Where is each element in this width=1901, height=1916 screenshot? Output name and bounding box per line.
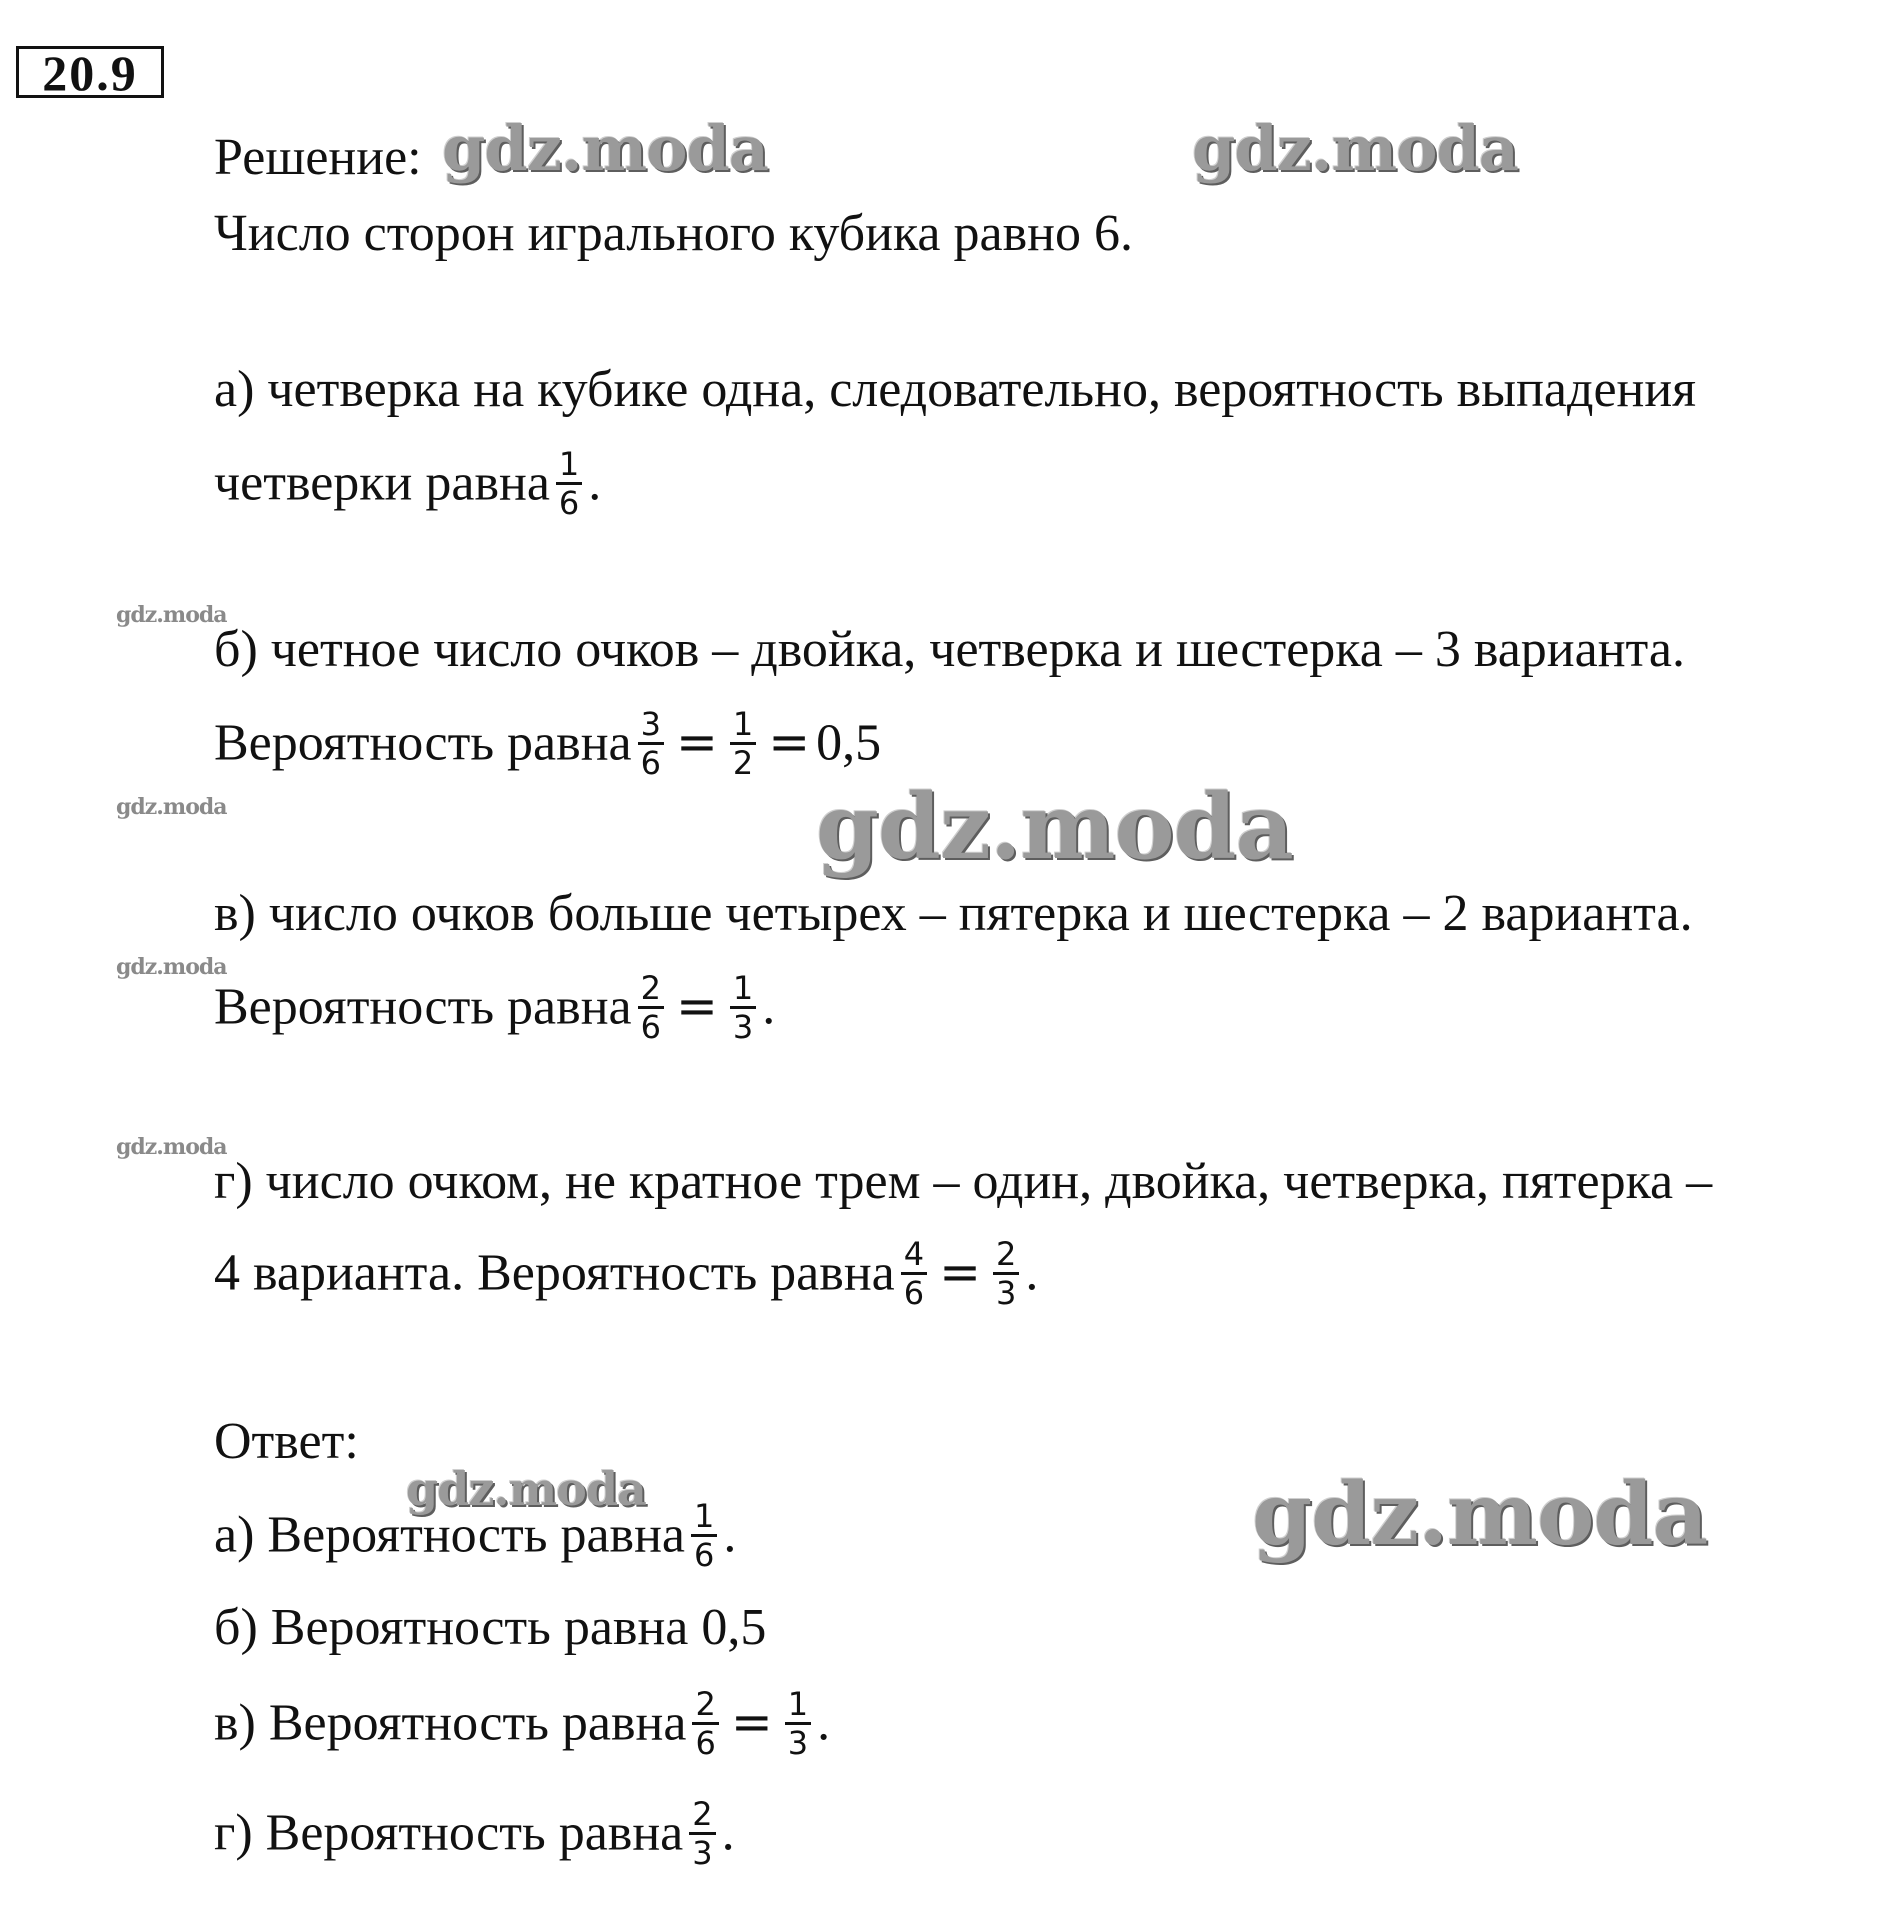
watermark-small: gdz.moda [116, 602, 227, 628]
answer-c-fraction-1 [692, 1686, 718, 1761]
part-d-fraction-2 [993, 1236, 1019, 1311]
answer-a-text: а) Вероятность равна [214, 1506, 685, 1564]
part-b-fraction-2 [730, 706, 756, 781]
equals-sign: = [675, 713, 718, 772]
equals-sign: = [939, 1243, 981, 1302]
part-a-period: . [588, 454, 602, 512]
watermark: gdz.moda [442, 112, 768, 185]
answer-heading: Ответ: [214, 1413, 359, 1470]
part-b-result: 0,5 [816, 714, 882, 772]
fraction-denominator: 3 [732, 1008, 754, 1046]
part-b-line1: б) четное число очков – двойка, четверка и шестерка – 3 варианта. [214, 621, 1685, 678]
answer-d [214, 1795, 735, 1875]
part-c-period: . [762, 978, 776, 1036]
task-number-box: 20.9 [16, 46, 164, 98]
part-d-line2 [214, 1235, 1039, 1315]
fraction-numerator: 1 [730, 706, 756, 745]
solution-intro: Число сторон игрального кубика равно 6. [214, 205, 1133, 262]
fraction-denominator: 2 [732, 744, 754, 782]
part-c-text: Вероятность равна [214, 978, 632, 1036]
answer-a-period: . [723, 1506, 737, 1564]
part-c-fraction-1 [638, 970, 664, 1045]
part-a-line2 [214, 445, 602, 525]
fraction-numerator: 2 [689, 1796, 715, 1835]
answer-b: б) Вероятность равна 0,5 [214, 1599, 767, 1656]
fraction-denominator: 6 [640, 1008, 661, 1046]
fraction-numerator: 1 [556, 446, 582, 485]
solution-heading: Решение: [214, 129, 422, 186]
part-d-fraction-1 [901, 1236, 927, 1311]
fraction-denominator: 6 [903, 1274, 925, 1312]
fraction-numerator: 2 [993, 1236, 1019, 1275]
fraction-numerator: 1 [785, 1686, 811, 1725]
fraction-denominator: 6 [694, 1536, 715, 1574]
watermark: gdz.moda [1252, 1464, 1708, 1565]
watermark: gdz.moda [1192, 112, 1518, 185]
fraction-denominator: 3 [996, 1274, 1017, 1312]
answer-d-text: г) Вероятность равна [214, 1804, 684, 1862]
part-c-fraction-2 [730, 970, 756, 1045]
part-c-line1: в) число очков больше четырех – пятерка и шестерка – 2 варианта. [214, 885, 1693, 942]
fraction-numerator: 2 [638, 970, 664, 1009]
part-d-period: . [1025, 1244, 1039, 1302]
part-a-text: четверки равна [214, 454, 550, 512]
answer-c-fraction-2 [785, 1686, 811, 1761]
equals-sign: = [768, 713, 811, 772]
equals-sign: = [675, 977, 718, 1036]
part-c-line2 [214, 969, 776, 1049]
fraction-numerator: 1 [730, 970, 756, 1009]
fraction-denominator: 3 [692, 1834, 713, 1872]
fraction-denominator: 6 [695, 1724, 716, 1762]
fraction-numerator: 4 [901, 1236, 927, 1275]
watermark: gdz.moda [406, 1462, 646, 1516]
fraction-denominator: 6 [558, 484, 580, 522]
part-a-line1: а) четверка на кубике одна, следовательно, вероятность выпадения [214, 361, 1697, 418]
part-d-line1: г) число очком, не кратное трем – один, двойка, четверка, пятерка – [214, 1153, 1713, 1210]
equals-sign: = [730, 1693, 773, 1752]
answer-c [214, 1685, 831, 1765]
fraction-numerator: 1 [691, 1498, 717, 1537]
watermark: gdz.moda [816, 774, 1293, 880]
fraction-denominator: 6 [640, 744, 661, 782]
watermark-small: gdz.moda [116, 794, 227, 820]
answer-c-text: в) Вероятность равна [214, 1694, 687, 1752]
answer-d-fraction [689, 1796, 715, 1871]
watermark-small: gdz.moda [116, 1134, 227, 1160]
part-a-fraction [556, 446, 582, 521]
part-d-text: 4 варианта. Вероятность равна [214, 1244, 895, 1302]
answer-a-fraction [691, 1498, 717, 1573]
fraction-denominator: 3 [787, 1724, 809, 1762]
fraction-numerator: 3 [638, 706, 664, 745]
fraction-numerator: 2 [692, 1686, 718, 1725]
part-b-fraction-1 [638, 706, 664, 781]
part-b-line2 [214, 705, 882, 785]
part-b-text: Вероятность равна [214, 714, 632, 772]
watermark-small: gdz.moda [116, 954, 227, 980]
answer-c-period: . [817, 1694, 831, 1752]
answer-d-period: . [721, 1804, 735, 1862]
